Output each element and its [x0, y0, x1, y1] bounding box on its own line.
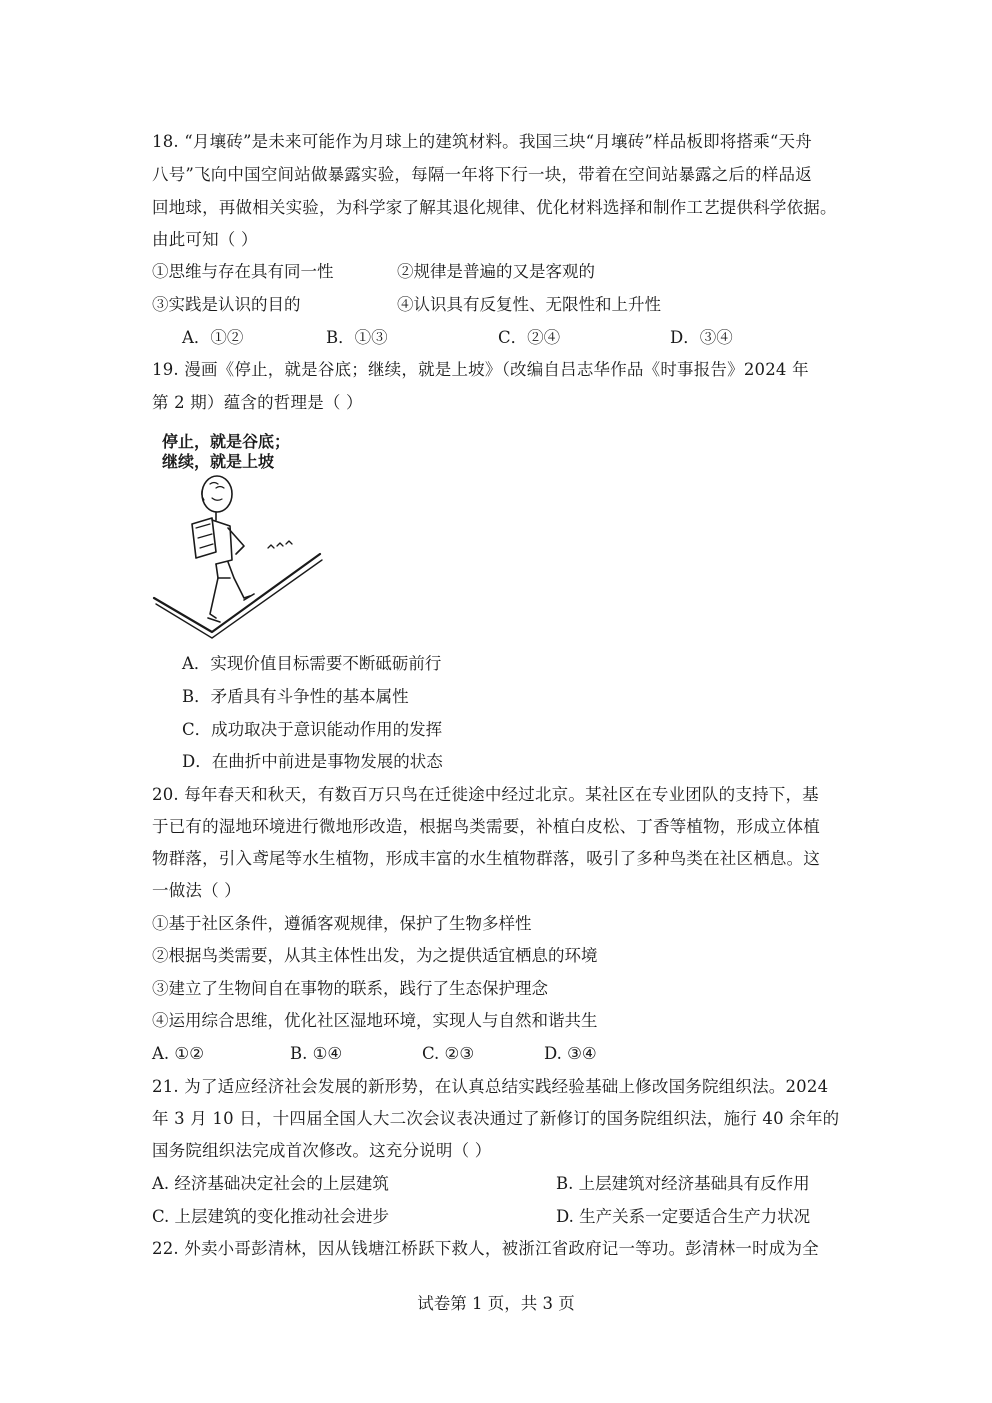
- q20-statement-2: ②根据鸟类需要，从其主体性出发，为之提供适宜栖息的环境: [152, 946, 598, 965]
- q18-statement-1: ①思维与存在具有同一性: [152, 262, 334, 281]
- q21-option-c: C. 上层建筑的变化推动社会进步: [152, 1207, 390, 1226]
- q20-option-a: A. ①②: [152, 1044, 204, 1063]
- q18-option-b: B．①③: [326, 328, 388, 347]
- q19-option-a: A．实现价值目标需要不断砥砺前行: [182, 654, 442, 673]
- q19-option-d: D．在曲折中前进是事物发展的状态: [182, 752, 443, 771]
- q20-line-1: 20. 每年春天和秋天，有数百万只鸟在迁徙途中经过北京。某社区在专业团队的支持下，基: [152, 785, 819, 804]
- q19-option-c: C．成功取决于意识能动作用的发挥: [182, 720, 443, 739]
- q21-option-a: A. 经济基础决定社会的上层建筑: [152, 1174, 389, 1193]
- q20-line-4: 一做法（ ）: [152, 881, 241, 900]
- q18-line-2: 八号”飞向中国空间站做暴露实验，每隔一年将下行一块，带着在空间站暴露之后的样品返: [152, 165, 812, 184]
- q18-line-1: 18. “月壤砖”是未来可能作为月球上的建筑材料。我国三块“月壤砖”样品板即将搭乘“天舟: [152, 132, 812, 151]
- q18-option-a: A．①②: [182, 328, 244, 347]
- q18-line-4: 由此可知（ ）: [152, 230, 258, 249]
- q21-option-d: D. 生产关系一定要适合生产力状况: [556, 1207, 811, 1226]
- q19-line-1: 19. 漫画《停止，就是谷底；继续，就是上坡》（改编自吕志华作品《时事报告》2024 年: [152, 360, 809, 379]
- q20-statement-3: ③建立了生物间自在事物的联系，践行了生态保护理念: [152, 979, 548, 998]
- q18-statement-3: ③实践是认识的目的: [152, 295, 301, 314]
- q19-option-b: B．矛盾具有斗争性的基本属性: [182, 687, 409, 706]
- q20-option-c: C. ②③: [422, 1044, 475, 1063]
- q18-line-3: 回地球，再做相关实验，为科学家了解其退化规律、优化材料选择和制作工艺提供科学依据。: [152, 198, 837, 217]
- q19-line-2: 第 2 期）蕴含的哲理是（ ）: [152, 393, 363, 412]
- q21-option-b: B. 上层建筑对经济基础具有反作用: [556, 1174, 810, 1193]
- q18-option-d: D．③④: [670, 328, 733, 347]
- q20-statement-1: ①基于社区条件，遵循客观规律，保护了生物多样性: [152, 914, 532, 933]
- q18-statement-4: ④认识具有反复性、无限性和上升性: [397, 295, 661, 314]
- q21-line-2: 年 3 月 10 日，十四届全国人大二次会议表决通过了新修订的国务院组织法，施行 40 余年的: [152, 1109, 840, 1128]
- q20-line-2: 于已有的湿地环境进行微地形改造，根据鸟类需要，补植白皮松、丁香等植物，形成立体植: [152, 817, 820, 836]
- q18-option-c: C．②④: [498, 328, 561, 347]
- q20-line-3: 物群落，引入鸢尾等水生植物，形成丰富的水生植物群落，吸引了多种鸟类在社区栖息。这: [152, 849, 820, 868]
- q22-line-1: 22. 外卖小哥彭清林，因从钱塘江桥跃下救人，被浙江省政府记一等功。彭清林一时成为全: [152, 1239, 819, 1258]
- cartoon-climber-illustration: [150, 428, 330, 643]
- q21-line-1: 21. 为了适应经济社会发展的新形势，在认真总结实践经验基础上修改国务院组织法。2024: [152, 1077, 829, 1096]
- cartoon-caption-2: 继续，就是上坡: [162, 452, 275, 471]
- q20-option-b: B. ①④: [290, 1044, 343, 1063]
- q18-statement-2: ②规律是普遍的又是客观的: [397, 262, 595, 281]
- q21-line-3: 国务院组织法完成首次修改。这充分说明（ ）: [152, 1141, 492, 1160]
- page-footer: 试卷第 1 页，共 3 页: [417, 1294, 575, 1313]
- cartoon-caption-1: 停止，就是谷底；: [162, 432, 291, 451]
- q20-option-d: D. ③④: [544, 1044, 597, 1063]
- q20-statement-4: ④运用综合思维，优化社区湿地环境，实现人与自然和谐共生: [152, 1011, 598, 1030]
